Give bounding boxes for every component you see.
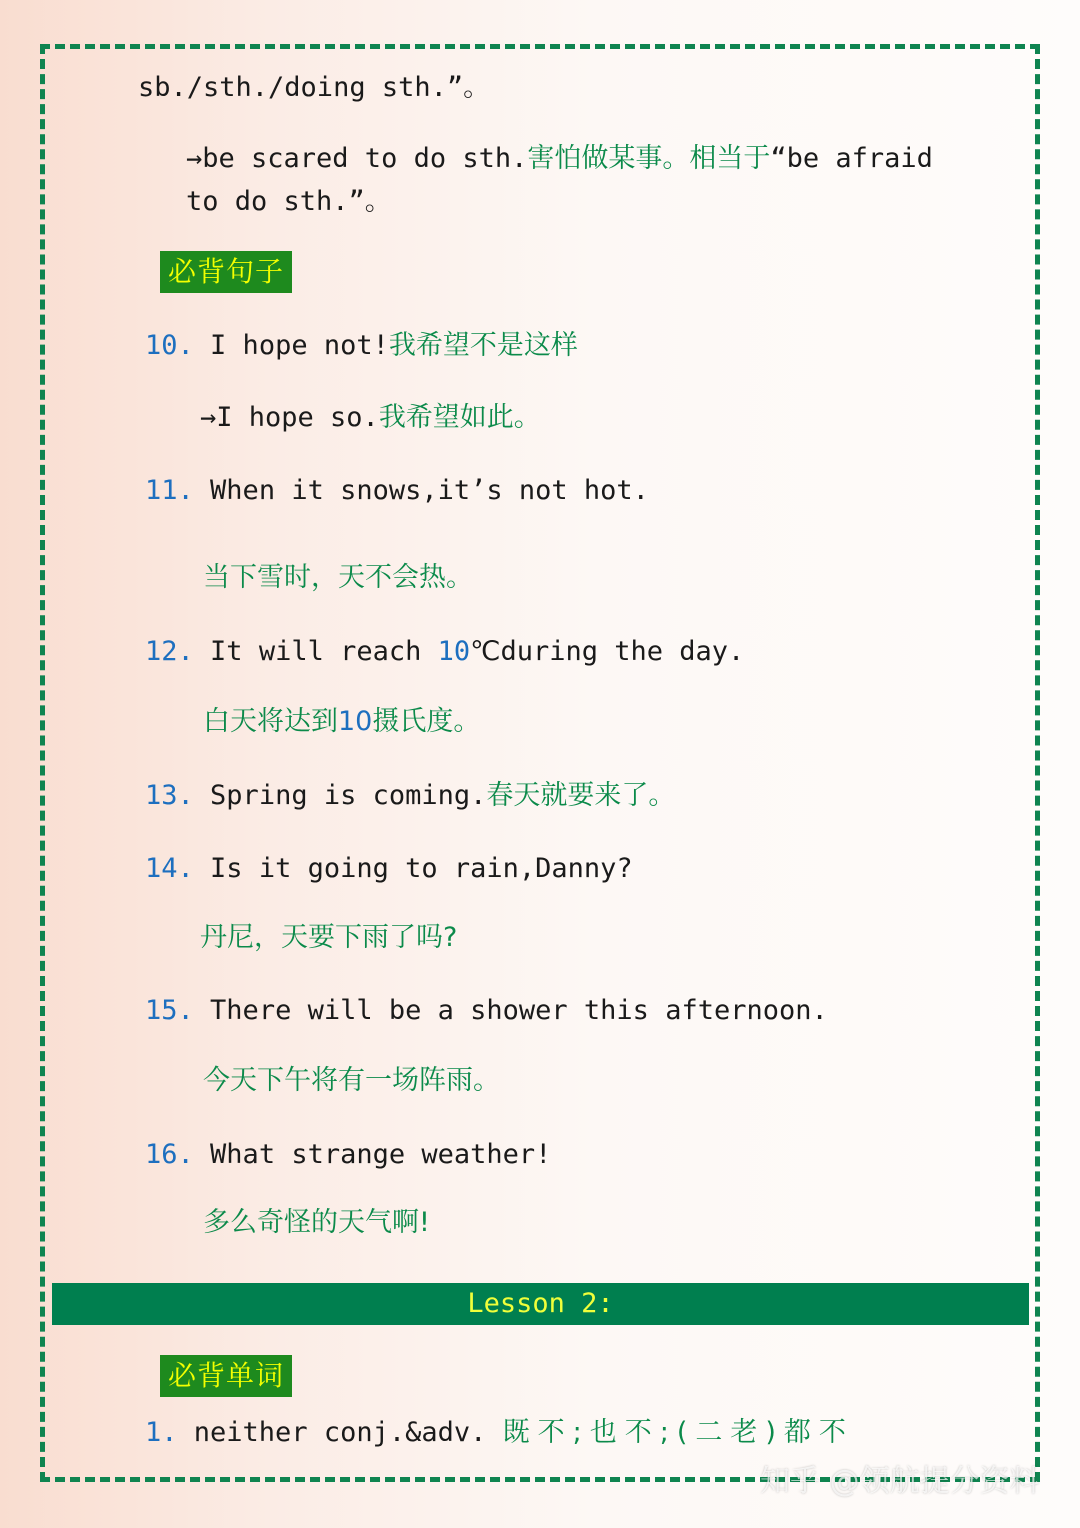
sentence-number: 14. — [145, 853, 194, 884]
sentence-number: 15. — [145, 995, 194, 1026]
scared-line-2: to do sth.”。 — [186, 186, 392, 217]
sentence-11 — [145, 473, 649, 509]
section-tag-words: 必背单词 — [160, 1355, 292, 1397]
sentence-en-b: ℃during the day. — [470, 636, 745, 667]
sentence-15 — [145, 993, 828, 1029]
sentence-en: Is it going to rain,Danny? — [210, 853, 633, 884]
sentence-number: 10. — [145, 330, 194, 361]
watermark: 知乎 @领航提分资料 — [760, 1464, 1040, 1499]
sentence-cn: 春天就要来了。 — [486, 780, 676, 811]
scared-cn: 害怕做某事。相当于 — [527, 143, 771, 174]
sentence-number: 16. — [145, 1139, 194, 1170]
word-cn: 既不;也不;(二老)都不 — [502, 1417, 854, 1448]
sentence-number: 11. — [145, 475, 194, 506]
sentence-15-cn: 今天下午将有一场阵雨。 — [203, 1065, 500, 1096]
intro-line: sb./sth./doing sth.”。 — [138, 72, 491, 103]
lesson-banner: Lesson 2: — [52, 1283, 1029, 1325]
hope-so-cn: 我希望如此。 — [378, 402, 541, 433]
sentence-13 — [145, 778, 675, 814]
sentence-12-cn — [203, 704, 480, 740]
sentence-cn: 我希望不是这样 — [388, 330, 578, 361]
sentence-cn-a: 白天将达到 — [203, 706, 338, 737]
sentence-16 — [145, 1137, 551, 1173]
hope-so-line — [200, 400, 541, 436]
scared-en: →be scared to do sth. — [186, 143, 528, 174]
scared-line — [186, 141, 933, 177]
sentence-en: There will be a shower this afternoon. — [210, 995, 828, 1026]
word-number: 1. — [145, 1417, 178, 1448]
sentence-en: I hope not! — [210, 330, 389, 361]
sentence-number: 12. — [145, 636, 194, 667]
sentence-cn-b: 摄氏度。 — [372, 706, 481, 737]
sentence-en-a: It will reach — [210, 636, 438, 667]
sentence-cn-num: 10 — [338, 706, 373, 737]
word-en: neither conj.&adv. — [193, 1417, 487, 1448]
sentence-number: 13. — [145, 780, 194, 811]
sentence-en-num: 10 — [437, 636, 471, 667]
scared-en2: “be afraid — [770, 143, 933, 174]
sentence-16-cn: 多么奇怪的天气啊! — [203, 1207, 430, 1238]
sentence-11-cn: 当下雪时，天不会热。 — [203, 562, 473, 593]
sentence-en: When it snows,it’s not hot. — [210, 475, 649, 506]
sentence-10 — [145, 328, 578, 364]
word-1 — [145, 1415, 854, 1451]
section-tag-sentences: 必背句子 — [160, 251, 292, 293]
sentence-14 — [145, 851, 633, 887]
hope-so-en: →I hope so. — [200, 402, 379, 433]
sentence-en: Spring is coming. — [210, 780, 487, 811]
sentence-12 — [145, 634, 744, 670]
sentence-14-cn: 丹尼，天要下雨了吗? — [200, 922, 458, 953]
sentence-en: What strange weather! — [210, 1139, 552, 1170]
